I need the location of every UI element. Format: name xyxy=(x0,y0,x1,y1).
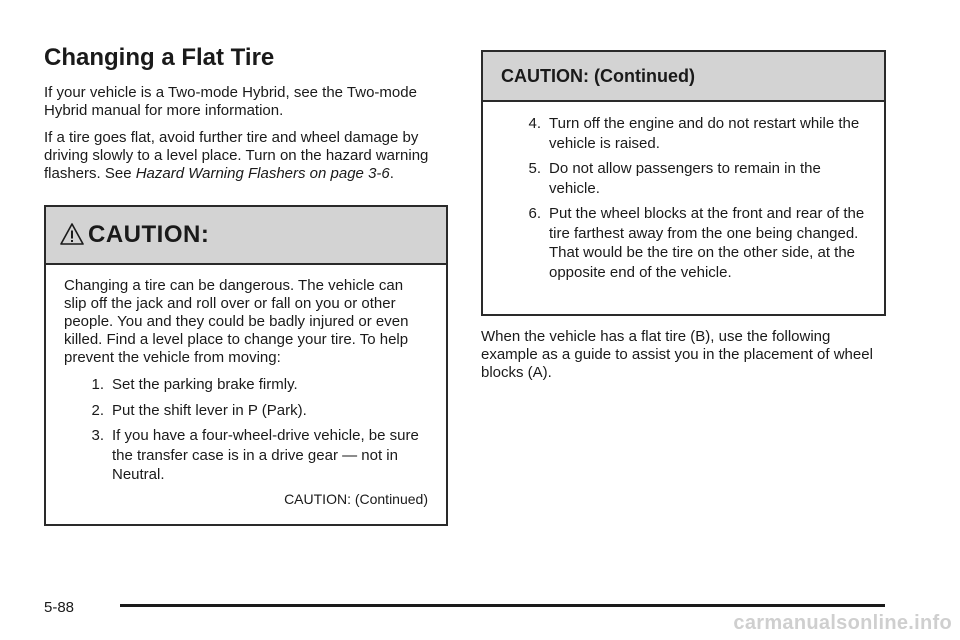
step-number: 2. xyxy=(91,401,104,419)
caution-continued-header xyxy=(483,52,884,102)
caution-continued-steps xyxy=(501,114,866,282)
footer-rule xyxy=(120,604,885,607)
left-column xyxy=(44,44,448,526)
step-text: Do not allow passengers to remain in the vehicle. xyxy=(549,160,821,197)
warning-triangle-icon xyxy=(60,222,84,246)
step-text: If you have a four-wheel-drive vehicle, be sure the transfer case is in a drive gear — not in Neutral. xyxy=(112,427,419,483)
step-text: Turn off the engine and do not restart while the vehicle is raised. xyxy=(549,115,860,152)
page-title: Changing a Flat Tire xyxy=(44,44,275,71)
flat-tire-text: If a tire goes flat, avoid further tire and wheel damage by driving slowly to a level place. Turn on the hazard warning flashers. See xyxy=(44,129,429,182)
step-text: Put the wheel blocks at the front and rear of the tire farthest away from the one being changed. That would be the tire on the other side, at the opposite end of the vehicle. xyxy=(549,205,865,281)
list-item xyxy=(82,426,428,485)
list-item xyxy=(82,401,428,421)
flat-tire-end: . xyxy=(389,165,394,182)
caution-continued-note: CAUTION: (Continued) xyxy=(284,490,428,507)
caution-body xyxy=(46,265,446,523)
step-number: 1. xyxy=(91,376,104,393)
caution-box xyxy=(44,205,448,526)
caution-heading: CAUTION: xyxy=(88,221,210,248)
caution-steps xyxy=(64,375,428,485)
right-column xyxy=(481,50,886,391)
step-text: Set the parking brake firmly. xyxy=(112,376,298,393)
flat-tire-paragraph xyxy=(44,129,448,183)
step-number: 4. xyxy=(528,115,541,132)
hybrid-note: If your vehicle is a Two-mode Hybrid, see the Two-mode Hybrid manual for more information. xyxy=(44,84,417,119)
hazard-flashers-reference[interactable]: Hazard Warning Flashers on page 3-6 xyxy=(135,165,390,182)
list-item xyxy=(519,159,866,198)
list-item xyxy=(82,375,428,395)
caution-text: Changing a tire can be dangerous. The vehicle can slip off the jack and roll over or fall on you or other people. You and they could be badly injured or even killed. Find a level place to change your tire. To help prevent the vehicle from moving: xyxy=(64,277,409,366)
caution-continued-heading: CAUTION: (Continued) xyxy=(501,65,695,86)
step-number: 6. xyxy=(528,205,541,222)
step-text: Put the shift lever in P (Park). xyxy=(112,401,307,419)
watermark: carmanualsonline.info xyxy=(733,612,952,634)
list-item xyxy=(519,114,866,153)
caution-header xyxy=(46,207,446,265)
step-number: 3. xyxy=(91,427,104,444)
list-item xyxy=(519,204,866,282)
caution-continued-box xyxy=(481,50,886,316)
caution-continued-body xyxy=(483,102,884,304)
wheel-blocks-paragraph: When the vehicle has a flat tire (B), use the following example as a guide to assist you in the placement of wheel blocks (A). xyxy=(481,328,873,381)
page-number: 5-88 xyxy=(44,599,75,616)
step-number: 5. xyxy=(528,160,541,177)
